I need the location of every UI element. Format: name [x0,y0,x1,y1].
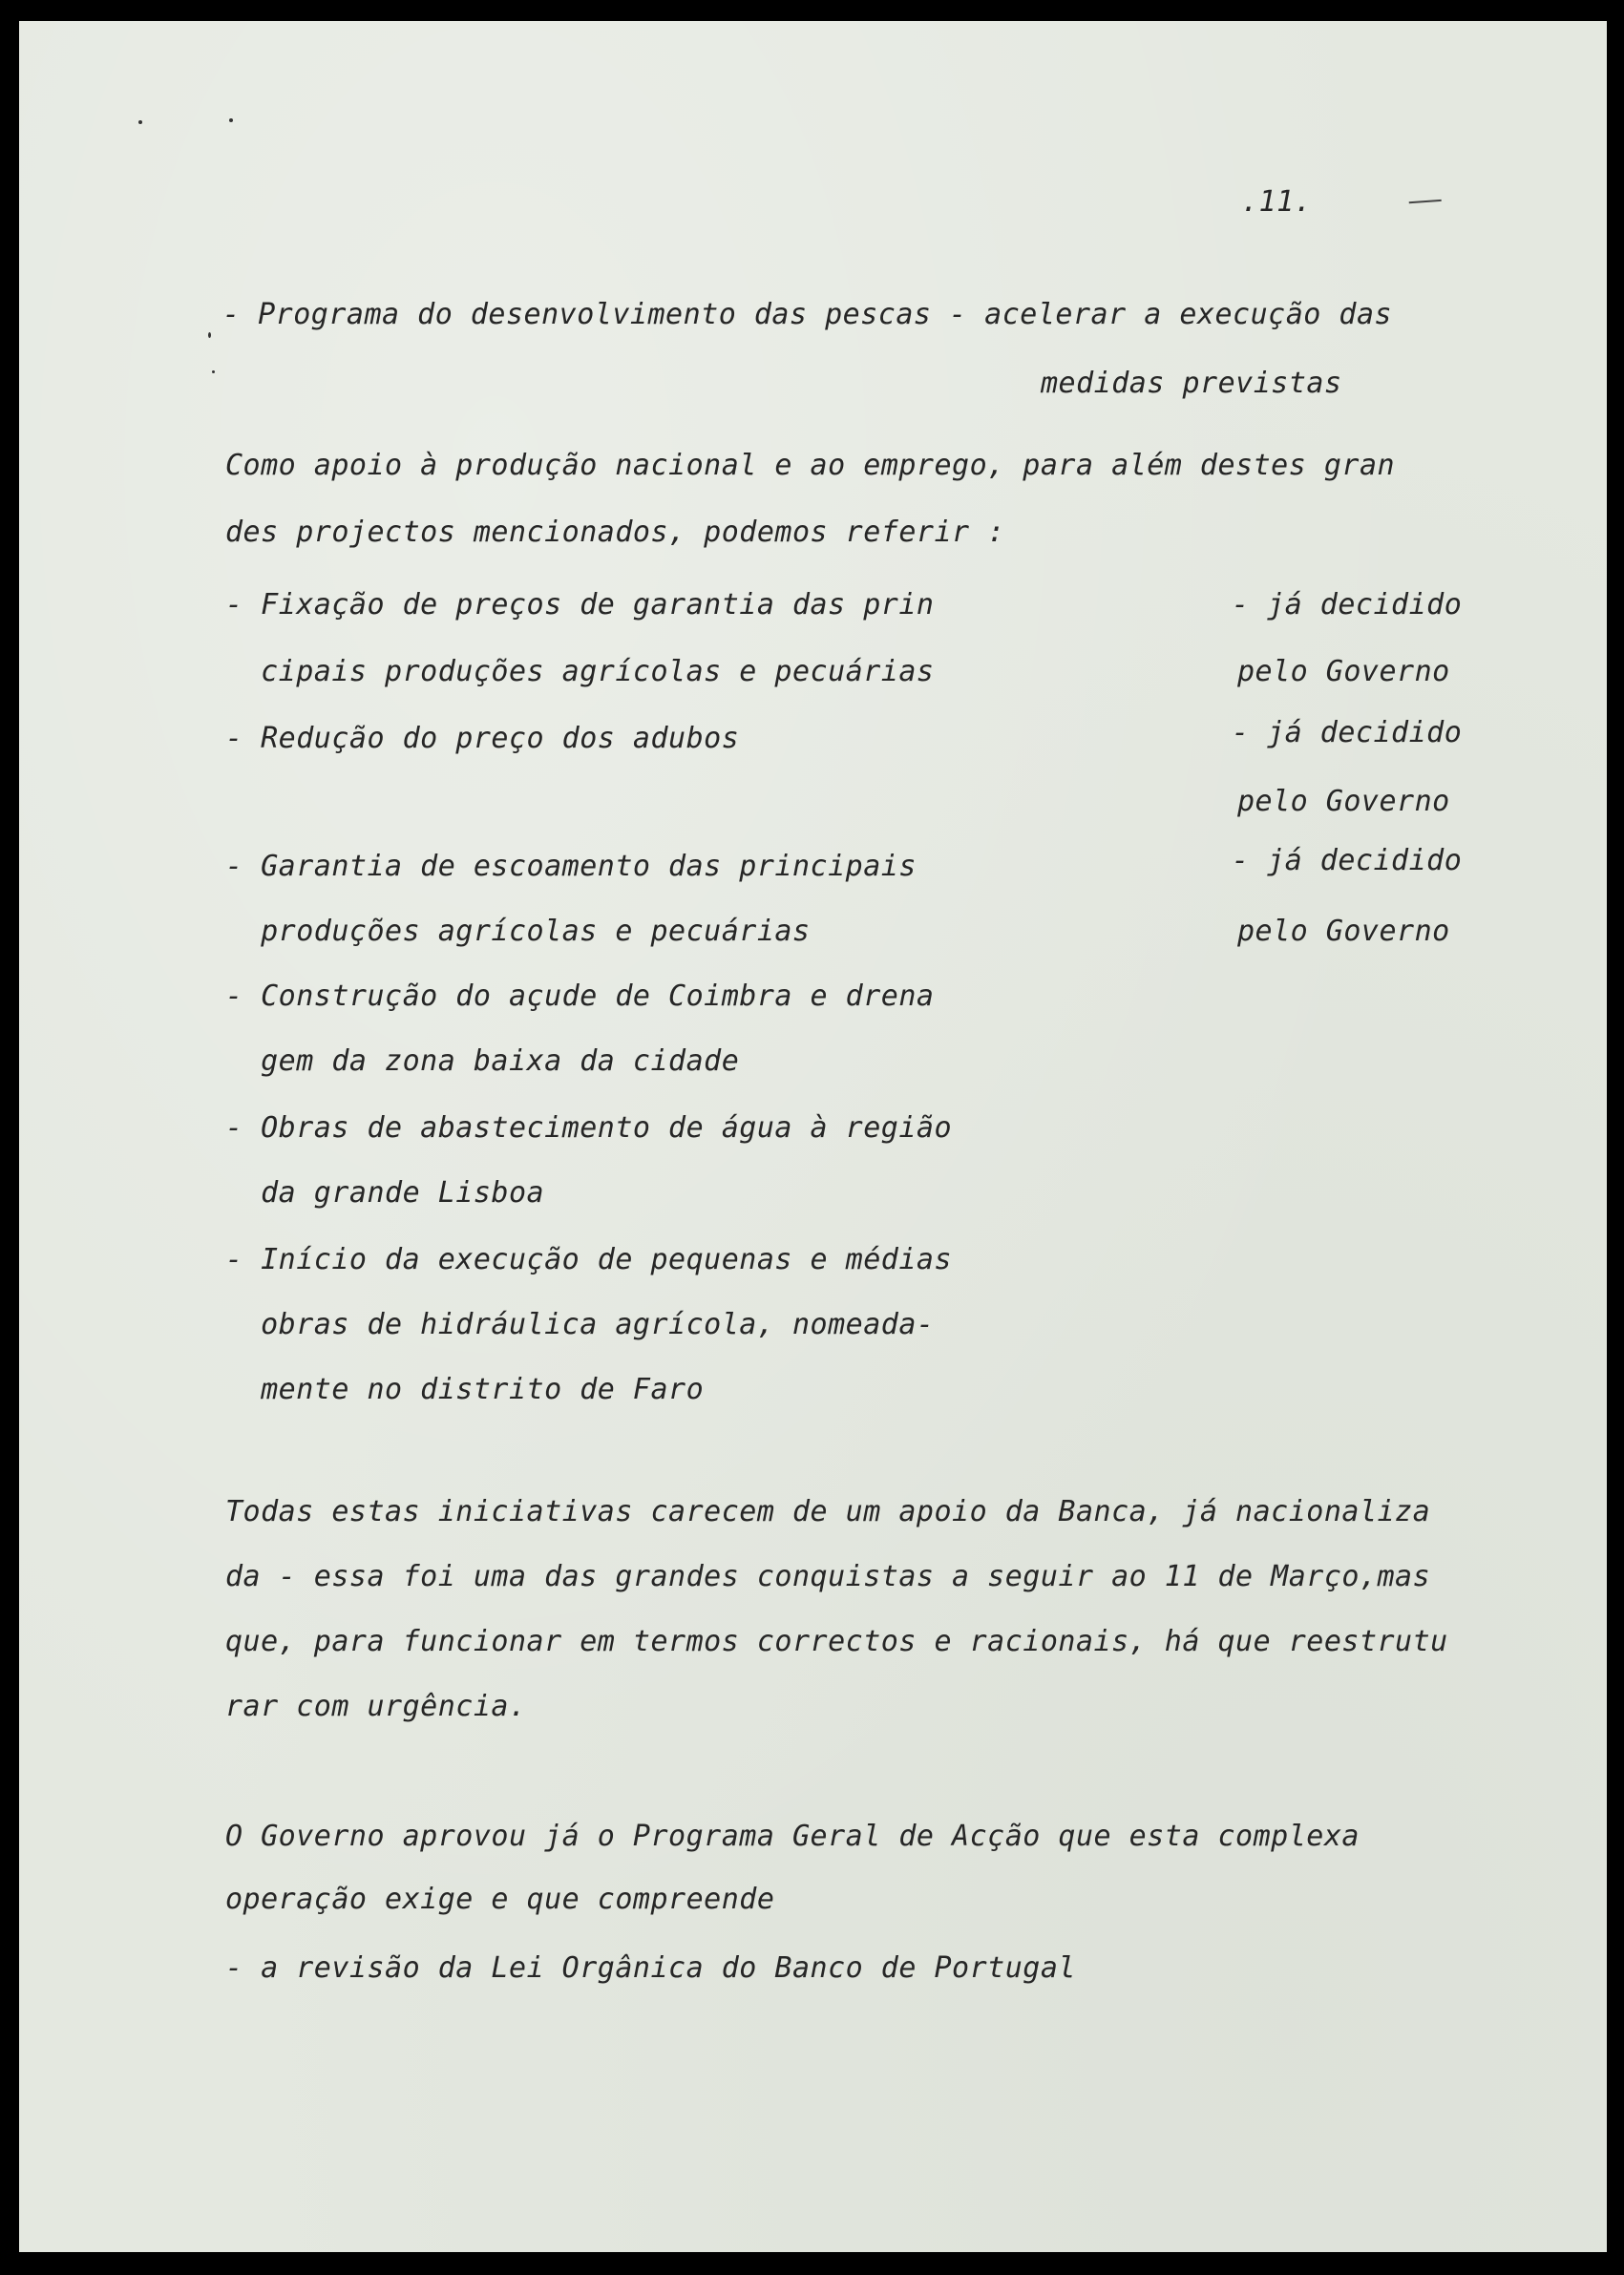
list-item-text: - Obras de abastecimento de água à região [225,1111,953,1145]
list-item-text: mente no distrito de Faro [225,1373,705,1406]
text-line: - Programa do desenvolvimento das pescas - acelerar a execução das [222,298,1393,331]
status-note: pelo Governo [1237,655,1450,688]
list-item-text: da grande Lisboa [225,1176,545,1210]
text-line: medidas previstas [1041,367,1342,400]
list-item-text: cipais produções agrícolas e pecuárias [225,655,935,688]
list-item-text: produções agrícolas e pecuárias [225,915,811,948]
text-line: operação exige e que compreende [225,1883,775,1916]
list-item-text: - Garantia de escoamento das principais [225,850,917,883]
text-line: rar com urgência. [225,1690,527,1723]
status-note: - já decidido [1232,588,1463,621]
text-line: Como apoio à produção nacional e ao emprego, para além destes gran [225,449,1396,482]
page-number: .11. [1241,185,1313,219]
list-item-text: - Redução do preço dos adubos [225,722,740,755]
list-item-text: - Fixação de preços de garantia das prin [225,588,935,621]
text-line: que, para funcionar em termos correctos e racionais, há que reestrutu [225,1625,1448,1658]
text-line: O Governo aprovou já o Programa Geral de Acção que esta complexa [225,1820,1360,1853]
scan-mark [1409,200,1443,211]
document-page [19,21,1607,2252]
text-line: des projectos mencionados, podemos referir : [225,516,1005,549]
scan-speck [208,332,211,338]
status-note: pelo Governo [1237,785,1450,818]
status-note: - já decidido [1232,716,1463,749]
list-item-text: - Construção do açude de Coimbra e drena [225,980,935,1013]
text-line: da - essa foi uma das grandes conquistas a seguir ao 11 de Março,mas [225,1560,1431,1593]
list-item-text: obras de hidráulica agrícola, nomeada- [225,1308,935,1341]
text-line: Todas estas iniciativas carecem de um apoio da Banca, já nacionaliza [225,1495,1431,1528]
text-line: - a revisão da Lei Orgânica do Banco de Portugal [225,1951,1076,1985]
list-item-text: - Início da execução de pequenas e médias [225,1243,953,1276]
scan-speck [212,370,215,373]
scan-speck [229,118,233,122]
status-note: pelo Governo [1237,915,1450,948]
scan-speck [138,120,142,124]
list-item-text: gem da zona baixa da cidade [225,1044,740,1078]
status-note: - já decidido [1232,844,1463,877]
